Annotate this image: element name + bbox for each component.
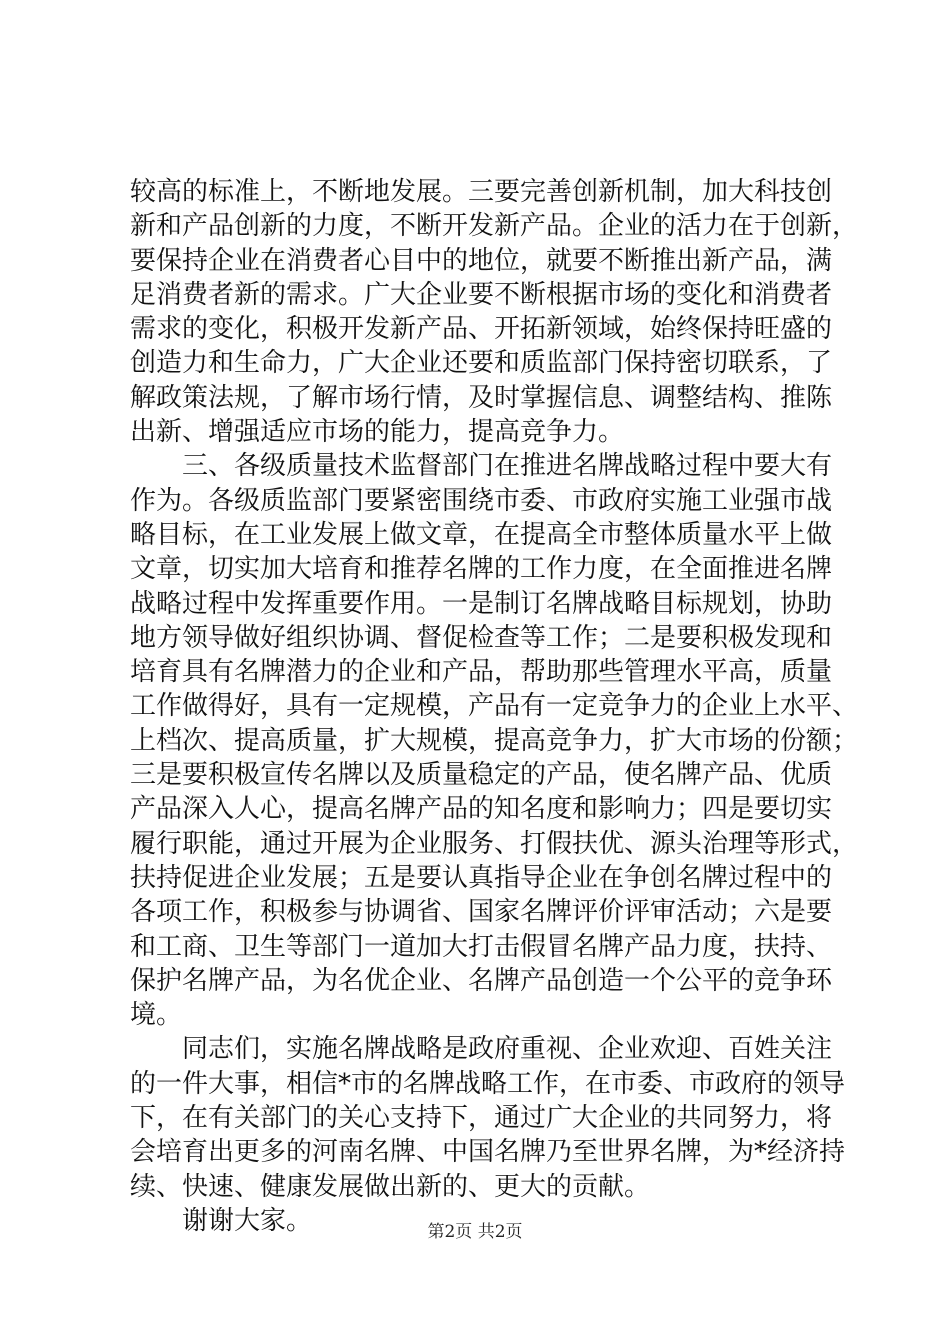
text-line: 各项工作，积极参与协调省、国家名牌评价评审活动；六是要: [130, 897, 833, 928]
text-line: 三、各级质量技术监督部门在推进名牌战略过程中要大有: [182, 451, 833, 482]
text-line: 工作做得好，具有一定规模，产品有一定竞争力的企业上水平、: [130, 691, 859, 722]
text-line: 履行职能，通过开展为企业服务、打假扶优、源头治理等形式，: [130, 828, 859, 859]
text-line: 同志们，实施名牌战略是政府重视、企业欢迎、百姓关注: [182, 1034, 833, 1065]
text-line: 创造力和生命力，广大企业还要和质监部门保持密切联系，了: [130, 348, 833, 379]
text-line: 培育具有名牌潜力的企业和产品，帮助那些管理水平高，质量: [130, 657, 833, 688]
text-line: 的一件大事，相信*市的名牌战略工作，在市委、市政府的领导: [130, 1068, 846, 1099]
text-line: 下，在有关部门的关心支持下，通过广大企业的共同努力，将: [130, 1103, 833, 1134]
text-line: 战略过程中发挥重要作用。一是制订名牌战略目标规划，协助: [130, 588, 833, 619]
text-line: 略目标，在工业发展上做文章，在提高全市整体质量水平上做: [130, 519, 833, 550]
page-number-footer: 第2页 共2页: [427, 1222, 523, 1242]
text-line: 新和产品创新的力度，不断开发新产品。企业的活力在于创新，: [130, 211, 859, 242]
text-line: 和工商、卫生等部门一道加大打击假冒名牌产品力度，扶持、: [130, 931, 833, 962]
text-line: 保护名牌产品，为名优企业、名牌产品创造一个公平的竞争环: [130, 965, 833, 996]
text-line: 文章，切实加大培育和推荐名牌的工作力度，在全面推进名牌: [130, 554, 833, 585]
text-line: 产品深入人心，提高名牌产品的知名度和影响力；四是要切实: [130, 794, 833, 825]
text-line: 上档次、提高质量，扩大规模，提高竞争力，扩大市场的份额；: [130, 725, 859, 756]
text-line: 续、快速、健康发展做出新的、更大的贡献。: [130, 1171, 651, 1202]
text-line: 三是要积极宣传名牌以及质量稳定的产品，使名牌产品、优质: [130, 760, 833, 791]
text-line: 解政策法规，了解市场行情，及时掌握信息、调整结构、推陈: [130, 382, 833, 413]
text-line: 境。: [130, 1000, 183, 1031]
text-line: 出新、增强适应市场的能力，提高竞争力。: [130, 417, 625, 448]
body-text: [130, 175, 859, 1238]
text-line: 足消费者新的需求。广大企业要不断根据市场的变化和消费者: [130, 279, 833, 310]
text-line: 会培育出更多的河南名牌、中国名牌乃至世界名牌，为*经济持: [130, 1137, 846, 1168]
text-line: 扶持促进企业发展；五是要认真指导企业在争创名牌过程中的: [130, 862, 833, 893]
text-line: 较高的标准上，不断地发展。三要完善创新机制，加大科技创: [130, 177, 833, 207]
text-line: 要保持企业在消费者心目中的地位，就要不断推出新产品，满: [130, 245, 833, 276]
text-line: 需求的变化，积极开发新产品、开拓新领域，始终保持旺盛的: [130, 314, 833, 345]
text-line: 作为。各级质监部门要紧密围绕市委、市政府实施工业强市战: [130, 485, 833, 516]
text-line: 谢谢大家。: [182, 1205, 313, 1236]
text-line: 地方领导做好组织协调、督促检查等工作；二是要积极发现和: [130, 622, 833, 653]
